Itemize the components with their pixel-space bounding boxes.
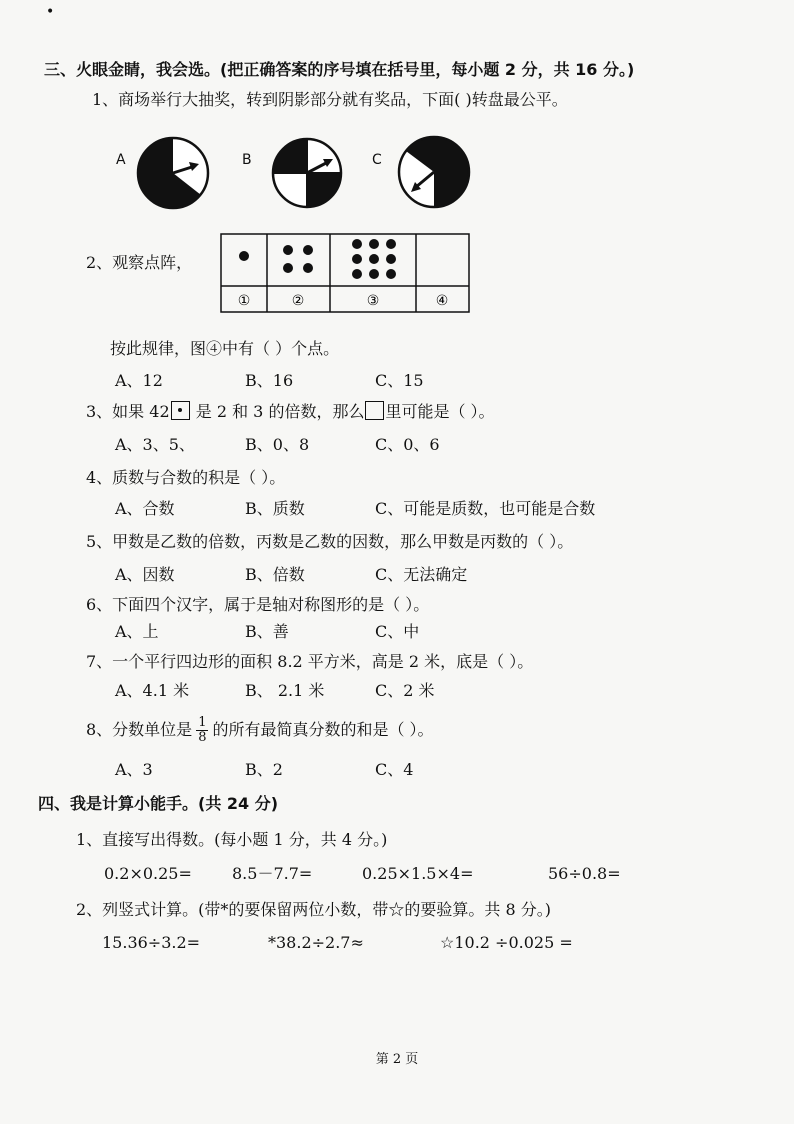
s4-q2-text: 2、列竖式计算。(带*的要保留两位小数，带☆的要验算。共 8 分。) [76, 900, 552, 919]
dial-label-c: C [372, 152, 382, 168]
fraction-denominator: 8 [198, 730, 207, 745]
digit-box [365, 401, 384, 420]
q3-option-a: A、3、5、 [115, 435, 195, 454]
q8-text [86, 712, 434, 748]
dial-label-a: A [116, 152, 126, 168]
q4-text: 4、质数与合数的积是（ ）。 [86, 468, 286, 487]
q3-option-b: B、0、8 [245, 435, 310, 454]
q8-prefix: 8、分数单位是 [86, 720, 193, 739]
q2-text: 2、观察点阵， [86, 253, 193, 272]
spinner-b-icon [268, 134, 346, 212]
calc-item-3: 0.25×1.5×4= [362, 864, 474, 883]
q8-option-a: A、3 [115, 760, 153, 779]
q7-text: 7、一个平行四边形的面积 8.2 平方米，高是 2 米，底是（ ）。 [86, 652, 534, 671]
vertical-calc-1: 15.36÷3.2= [102, 933, 201, 952]
spinner-a-icon [133, 133, 213, 213]
q5-option-a: A、因数 [115, 565, 175, 584]
q3-prefix: 3、如果 42 [86, 402, 170, 421]
dot-pattern-grid [220, 233, 472, 315]
calc-item-4: 56÷0.8= [548, 864, 621, 883]
q7-option-c: C、2 米 [375, 681, 435, 700]
q5-option-b: B、倍数 [245, 565, 305, 584]
scan-mark: • [46, 4, 55, 20]
fraction-one-eighth [196, 716, 208, 745]
q6-option-b: B、善 [245, 622, 289, 641]
q4-option-b: B、质数 [245, 499, 305, 518]
q5-option-c: C、无法确定 [375, 565, 468, 584]
spinner-c-icon [394, 132, 474, 212]
q8-option-b: B、2 [245, 760, 283, 779]
q2-option-a: A、12 [115, 371, 163, 390]
q8-option-c: C、4 [375, 760, 414, 779]
grid-label-4: ④ [435, 293, 449, 309]
calc-item-2: 8.5－7.7= [232, 864, 313, 883]
section4-heading: 四、我是计算小能手。(共 24 分) [38, 794, 279, 813]
q3-option-c: C、0、6 [375, 435, 440, 454]
dial-label-b: B [242, 152, 252, 168]
vertical-calc-3: ☆10.2 ÷0.025 = [440, 933, 573, 952]
grid-label-3: ③ [366, 293, 380, 309]
vertical-calc-2: *38.2÷2.7≈ [268, 933, 364, 952]
q3-middle: 是 2 和 3 的倍数，那么 [195, 402, 365, 421]
fraction-numerator: 1 [198, 715, 207, 730]
q4-option-a: A、合数 [115, 499, 175, 518]
q1-text: 1、商场举行大抽奖，转到阴影部分就有奖品，下面( )转盘最公平。 [92, 90, 568, 109]
q7-option-a: A、4.1 米 [115, 681, 190, 700]
section3-heading: 三、火眼金睛，我会选。(把正确答案的序号填在括号里，每小题 2 分，共 16 分。) [44, 60, 635, 79]
q6-text: 6、下面四个汉字，属于是轴对称图形的是（ ）。 [86, 595, 430, 614]
q8-suffix: 的所有最简真分数的和是（ ）。 [212, 720, 434, 739]
q4-option-c: C、可能是质数，也可能是合数 [375, 499, 596, 518]
q5-text: 5、甲数是乙数的倍数，丙数是乙数的因数，那么甲数是丙数的（ ）。 [86, 532, 574, 551]
calc-item-1: 0.2×0.25= [104, 864, 192, 883]
grid-label-2: ② [291, 293, 305, 309]
grid-label-1: ① [237, 293, 251, 309]
digit-box-with-dot [171, 401, 190, 420]
q6-option-c: C、中 [375, 622, 420, 641]
q3-text [86, 400, 495, 424]
page-number: 第 2 页 [375, 1052, 419, 1067]
q2-follow-text: 按此规律，图④中有（ ）个点。 [110, 339, 340, 358]
q7-option-b: B、 2.1 米 [245, 681, 325, 700]
q6-option-a: A、上 [115, 622, 159, 641]
s4-q1-text: 1、直接写出得数。(每小题 1 分，共 4 分。) [76, 830, 388, 849]
q2-option-b: B、16 [245, 371, 294, 390]
q2-option-c: C、15 [375, 371, 424, 390]
q3-suffix: 里可能是（ ）。 [385, 402, 495, 421]
